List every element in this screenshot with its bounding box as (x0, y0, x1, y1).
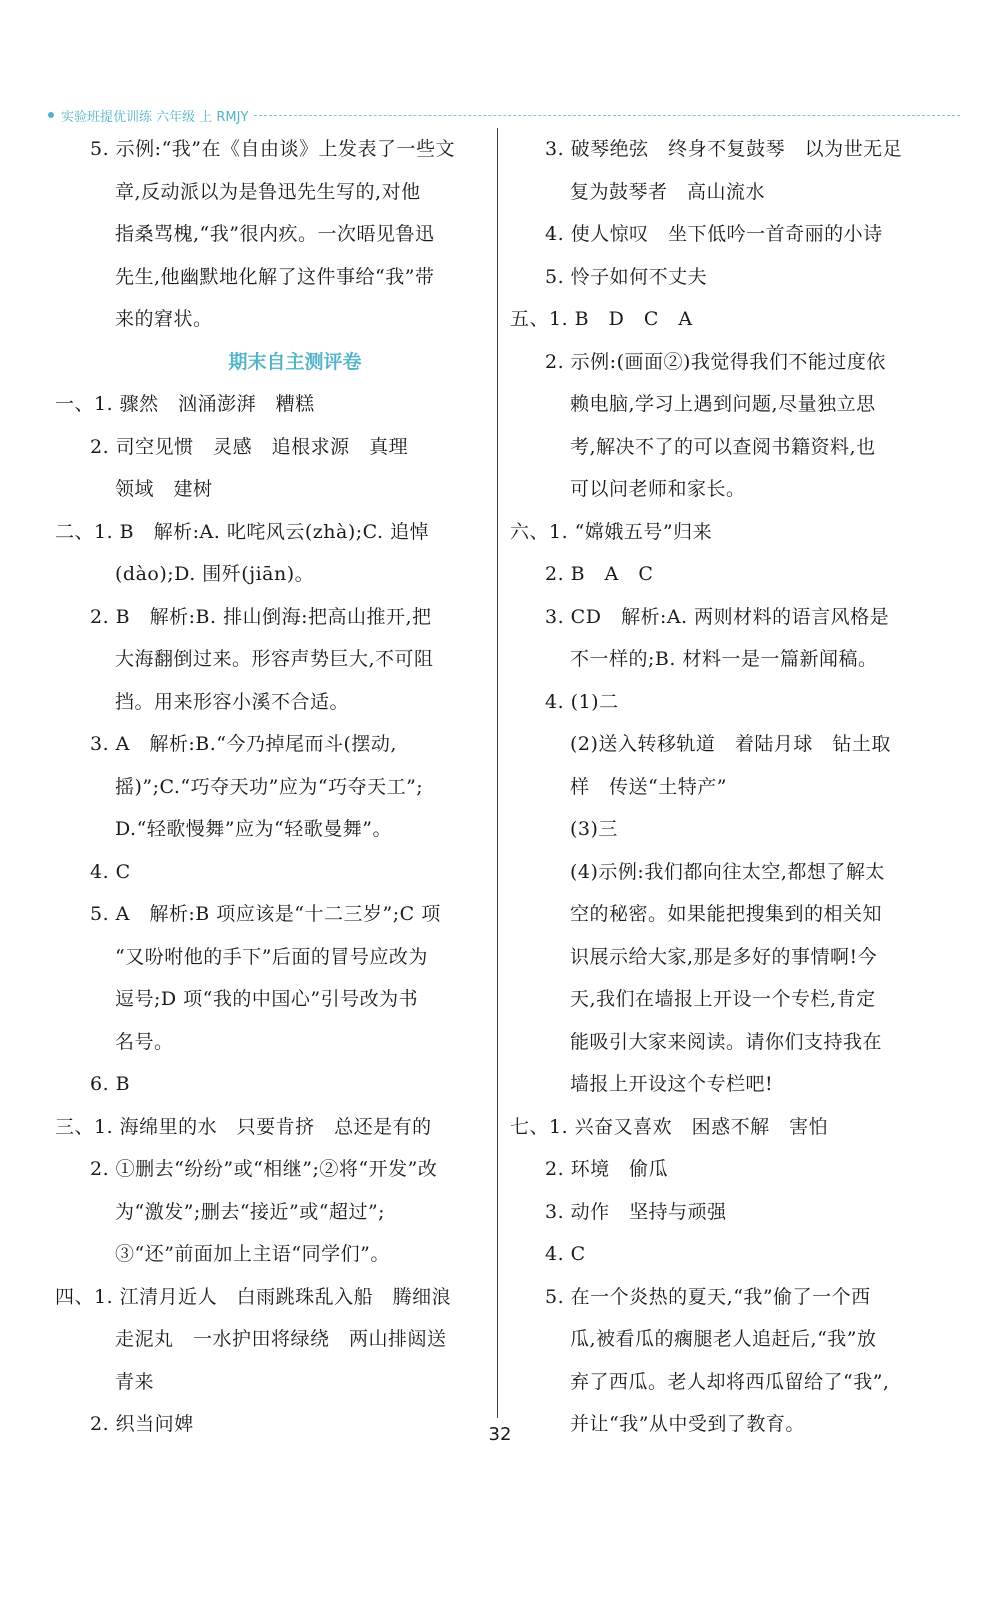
answer-line: 3. A 解析:B.“今乃掉尾而斗(摆动, (90, 733, 397, 755)
answer-line: 大海翻倒过来。形容声势巨大,不可阻 (115, 648, 434, 670)
answer-line: 5. 在一个炎热的夏天,“我”偷了一个西 (545, 1285, 871, 1308)
answer-line: 摇)”;C.“巧夺天功”应为“巧夺天工”; (115, 775, 424, 798)
answer-line: 4. 使人惊叹 坐下低吟一首奇丽的小诗 (545, 223, 883, 245)
header-bullet-icon (48, 112, 54, 118)
column-divider (497, 128, 498, 1418)
answer-line: (2)送入转移轨道 着陆月球 钻土取 (570, 733, 891, 755)
answer-line: 不一样的;B. 材料一是一篇新闻稿。 (570, 648, 878, 670)
answer-line: 走泥丸 一水护田将绿绕 两山排闼送 (115, 1328, 447, 1350)
answer-line: 赖电脑,学习上遇到问题,尽量独立思 (570, 393, 876, 415)
answer-line: 2. 司空见惯 灵感 追根求源 真理 (90, 435, 409, 458)
answer-line: 指桑骂槐,“我”很内疚。一次晤见鲁迅 (115, 223, 435, 245)
answer-line: 识展示给大家,那是多好的事情啊!今 (570, 945, 878, 968)
answer-line: 考,解决不了的可以查阅书籍资料,也 (570, 435, 876, 458)
answer-line: “又吩咐他的手下”后面的冒号应改为 (115, 945, 428, 968)
answer-line: 一、1. 骤然 汹涌澎湃 糟糕 (55, 393, 315, 415)
answer-line: 五、1. B D C A (510, 308, 693, 330)
answer-line: 七、1. 兴奋又喜欢 困惑不解 害怕 (510, 1115, 829, 1138)
answer-line: 5. 示例:“我”在《自由谈》上发表了一些文 (90, 138, 455, 160)
answer-line: 2. 示例:(画面②)我觉得我们不能过度依 (545, 350, 886, 373)
page-number: 32 (488, 1424, 512, 1445)
answer-line: 瓜,被看瓜的瘸腿老人追赶后,“我”放 (570, 1328, 877, 1350)
left-column (55, 128, 495, 1446)
answer-line: 3. 动作 坚持与顽强 (545, 1200, 727, 1223)
answer-line: (dào);D. 围歼(jiān)。 (115, 563, 315, 585)
answer-line: 2. B 解析:B. 排山倒海:把高山推开,把 (90, 605, 432, 628)
answer-line: 四、1. 江清月近人 白雨跳珠乱入船 腾细浪 (55, 1285, 452, 1308)
header-title: 实验班提优训练 六年级 上 RMJY (61, 109, 249, 125)
answer-line: 来的窘状。 (115, 308, 213, 330)
answer-line: 3. 破琴绝弦 终身不复鼓琴 以为世无足 (545, 138, 903, 160)
answer-line: 弃了西瓜。老人却将西瓜留给了“我”, (570, 1370, 890, 1393)
answer-line: 5. 怜子如何不丈夫 (545, 265, 708, 288)
answer-line: 逗号;D 项“我的中国心”引号改为书 (115, 988, 419, 1010)
answer-line: ③“还”前面加上主语“同学们”。 (115, 1243, 390, 1265)
answer-line: 6. B (90, 1073, 131, 1095)
answer-line: 挡。用来形容小溪不合适。 (115, 690, 350, 713)
header-rule (254, 115, 960, 116)
answer-line: 复为鼓琴者 高山流水 (570, 180, 766, 203)
answer-line: 并让“我”从中受到了教育。 (570, 1413, 805, 1435)
answer-line: 能吸引大家来阅读。请你们支持我在 (570, 1030, 883, 1053)
right-column (510, 128, 962, 1446)
answer-line: 4. C (90, 860, 131, 883)
answer-line: 为“激发”;删去“接近”或“超过”; (115, 1200, 386, 1223)
answer-line: 样 传送“土特产” (570, 775, 727, 798)
answer-line: 名号。 (115, 1030, 174, 1053)
page-header (48, 104, 960, 126)
answer-line: 5. A 解析:B 项应该是“十二三岁”;C 项 (90, 903, 441, 925)
section-title: 期末自主测评卷 (228, 350, 362, 373)
answer-line: (3)三 (570, 818, 618, 840)
answer-line: 2. B A C (545, 563, 654, 585)
answer-line: 二、1. B 解析:A. 叱咤风云(zhà);C. 追悼 (55, 520, 430, 543)
answer-line: 章,反动派以为是鲁迅先生写的,对他 (115, 180, 421, 203)
answer-line: 先生,他幽默地化解了这件事给“我”带 (115, 265, 435, 288)
answer-line: 3. CD 解析:A. 两则材料的语言风格是 (545, 605, 890, 628)
answer-line: 可以问老师和家长。 (570, 478, 746, 500)
answer-line: 三、1. 海绵里的水 只要肯挤 总还是有的 (55, 1115, 432, 1138)
answer-line: 空的秘密。如果能把搜集到的相关知 (570, 903, 883, 925)
answer-line: 青来 (115, 1370, 155, 1393)
answer-line: 4. (1)二 (545, 690, 619, 713)
answer-line: 2. 环境 偷瓜 (545, 1158, 669, 1180)
answer-line: (4)示例:我们都向往太空,都想了解太 (570, 860, 885, 883)
answer-line: 领域 建树 (115, 478, 213, 500)
answer-line: 墙报上开设这个专栏吧! (570, 1073, 774, 1095)
answer-line: D.“轻歌慢舞”应为“轻歌曼舞”。 (115, 818, 392, 840)
answer-line: 2. ①删去“纷纷”或“相继”;②将“开发”改 (90, 1158, 438, 1180)
answer-line: 4. C (545, 1243, 586, 1265)
answer-line: 2. 织当问婢 (90, 1413, 194, 1435)
answer-line: 六、1. “嫦娥五号”归来 (510, 520, 713, 543)
answer-line: 天,我们在墙报上开设一个专栏,肯定 (570, 988, 876, 1010)
